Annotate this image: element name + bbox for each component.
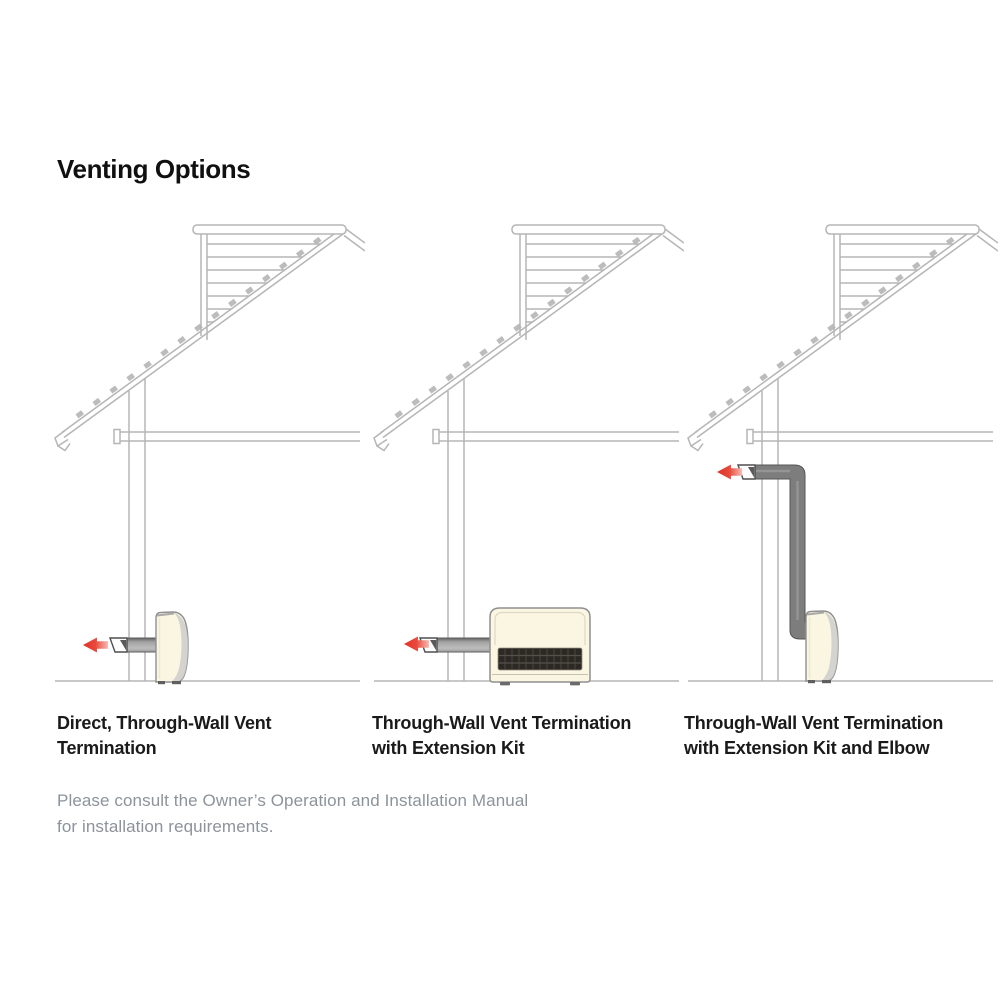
caption-line: with Extension Kit	[372, 738, 525, 758]
consult-manual-note	[57, 788, 528, 840]
house-cross-section	[688, 225, 998, 681]
caption-extension-kit	[372, 711, 631, 761]
caption-direct-through-wall	[57, 711, 271, 761]
diagram-extension-kit-elbow-vent	[668, 218, 998, 688]
heater-side-view	[156, 612, 188, 684]
vent-termination-cap	[110, 638, 127, 652]
heater-front-view	[490, 608, 590, 685]
note-line: Please consult the Owner’s Operation and Installation Manual	[57, 791, 529, 810]
caption-line: Through-Wall Vent Termination	[372, 713, 632, 733]
caption-extension-kit-elbow	[684, 711, 943, 761]
page-title: Venting Options	[57, 154, 251, 184]
diagram-direct-through-wall-vent	[35, 218, 365, 688]
vent-pipe-extension	[436, 638, 493, 652]
caption-line: Direct, Through-Wall Vent	[57, 713, 272, 733]
note-line: for installation requirements.	[57, 817, 274, 836]
caption-line: Termination	[57, 738, 157, 758]
heater-side-view	[806, 611, 838, 683]
caption-line: with Extension Kit and Elbow	[684, 738, 930, 758]
house-cross-section	[55, 225, 365, 681]
vent-pipe	[126, 638, 159, 652]
diagram-extension-kit-vent	[354, 218, 684, 688]
heater-grille	[498, 648, 582, 670]
caption-line: Through-Wall Vent Termination	[684, 713, 944, 733]
exhaust-arrow-icon	[83, 638, 108, 653]
